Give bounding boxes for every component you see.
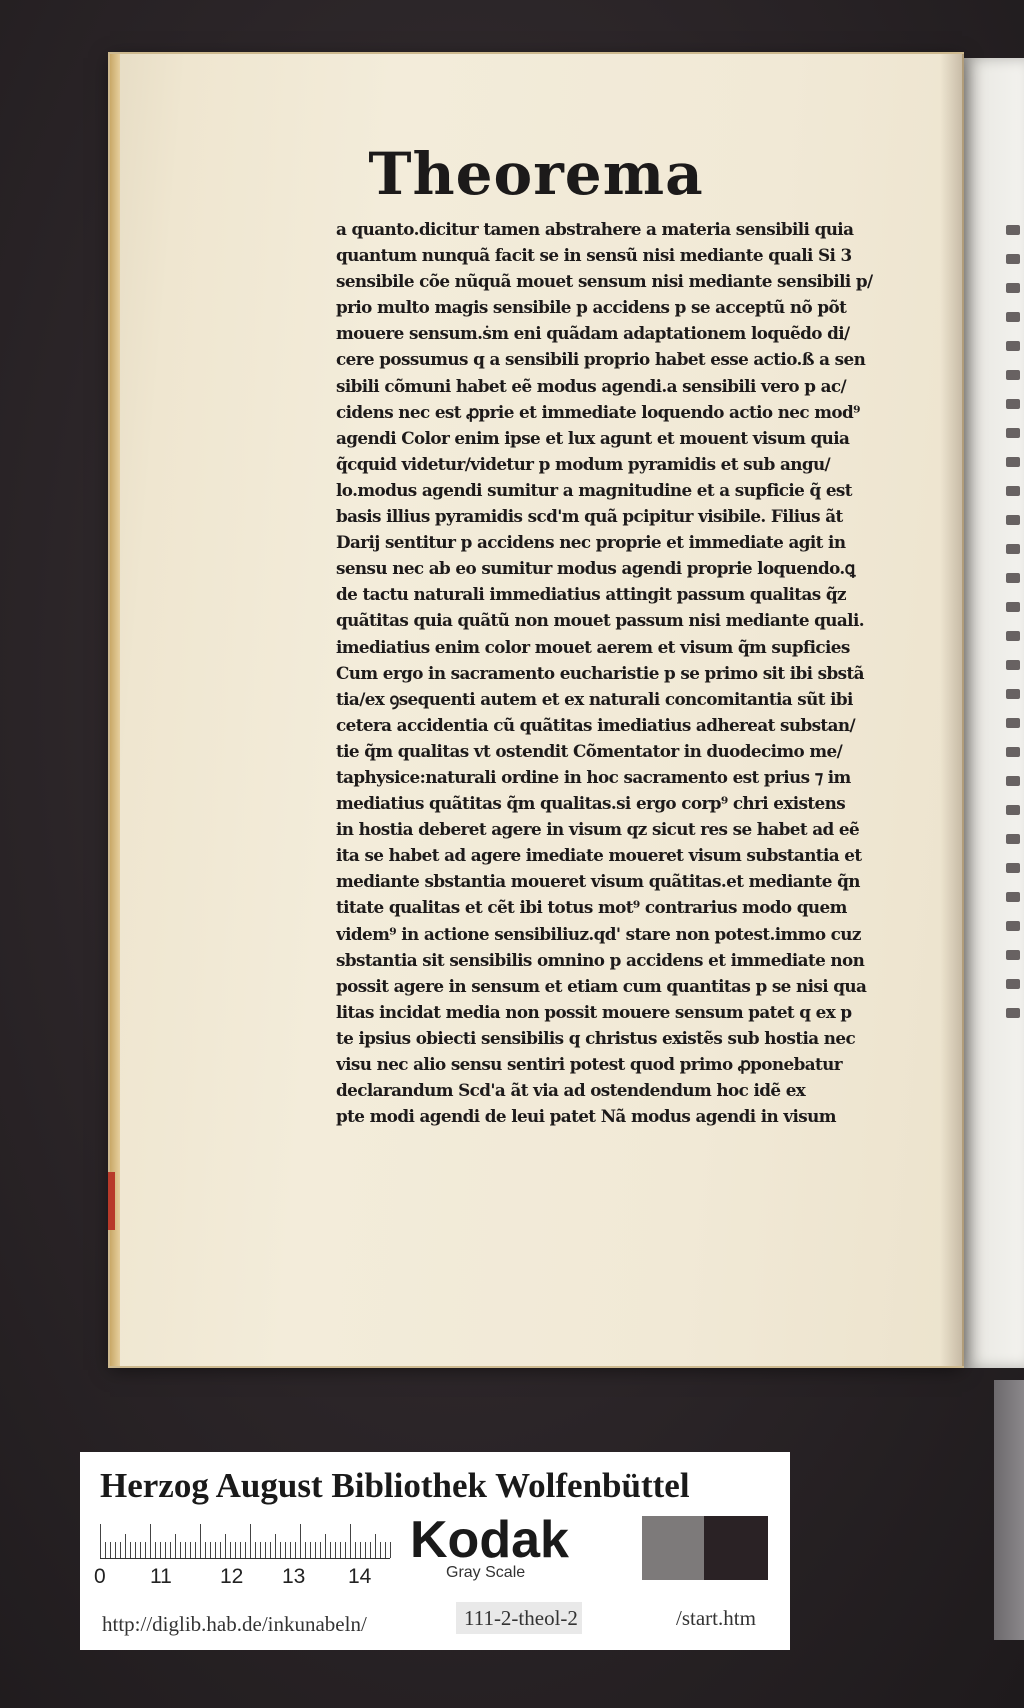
ruler-tick [290,1542,291,1558]
ruler-tick [185,1542,186,1558]
facing-text-fragment [1006,283,1020,293]
facing-text-fragment [1006,428,1020,438]
text-line: mediante sbstantia moueret visum quãtitas.et mediante q̃n [336,871,860,892]
facing-page-text-fragments [1006,225,1024,1037]
facing-text-fragment [1006,225,1020,235]
ruler-tick [120,1542,121,1558]
ruler-tick [230,1542,231,1558]
ruler-tick [245,1542,246,1558]
text-line: a quanto.dicitur tamen abstrahere a materia sensibili quia [336,219,854,239]
ruler-tick [280,1542,281,1558]
text-line: basis illius pyramidis scd'm quã pcipitur visibile. Filius ãt [336,506,843,527]
ruler-tick [195,1542,196,1558]
facing-text-fragment [1006,457,1020,467]
facing-text-fragment [1006,950,1020,960]
ruler-tick [250,1524,251,1558]
ruler-tick [380,1542,381,1558]
ruler-tick [235,1542,236,1558]
text-line: titate qualitas et cẽt ibi totus mot⁹ contrarius modo quem [336,897,847,918]
ruler-tick [140,1542,141,1558]
facing-text-fragment [1006,544,1020,554]
text-line: sensu nec ab eo sumitur modus agendi proprie loquendo.ꝗ [336,558,855,579]
ruler-tick [375,1534,376,1558]
body-text [336,216,920,1129]
ruler-tick [285,1542,286,1558]
facing-text-fragment [1006,892,1020,902]
text-line: Cum ergo in sacramento eucharistie p se primo sit ibi sbstã [336,662,864,683]
ruler-tick [135,1542,136,1558]
text-line: de tactu naturali immediatius attingit passum qualitas q̃z [336,584,846,605]
ruler-numbers [94,1565,454,1591]
ruler-tick [300,1524,301,1558]
ruler-tick [145,1542,146,1558]
ruler-tick [365,1542,366,1558]
ruler-tick [340,1542,341,1558]
kodak-logo: Kodak [410,1511,569,1569]
facing-text-fragment [1006,631,1020,641]
ruler-tick [310,1542,311,1558]
text-line: sibili cõmuni habet eẽ modus agendi.a sensibili vero p ac/ [336,375,847,396]
facing-text-fragment [1006,515,1020,525]
shelfmark-text: 111-2-theol-2 [464,1606,578,1630]
ruler-tick [125,1534,126,1558]
ruler-tick [370,1542,371,1558]
text-line: Darij sentitur p accidens nec proprie et immediate agit in [336,532,846,553]
ruler-tick [350,1524,351,1558]
ruler-tick [165,1542,166,1558]
facing-text-fragment [1006,863,1020,873]
facing-text-fragment [1006,747,1020,757]
text-line: agendi Color enim ipse et lux agunt et mouent visum quia [336,427,850,448]
ruler-tick [345,1542,346,1558]
gutter-shadow [940,54,964,1366]
facing-text-fragment [1006,689,1020,699]
facing-text-fragment [1006,776,1020,786]
ruler-tick [175,1534,176,1558]
text-line: visu nec alio sensu sentiri potest quod primo ꝓponebatur [336,1054,842,1074]
ruler-tick [130,1542,131,1558]
text-line: lo.modus agendi sumitur a magnitudine et a supficie q̃ est [336,479,852,500]
text-line: mediatius quãtitas q̃m qualitas.si ergo corp⁹ chri existens [336,793,846,814]
facing-text-fragment [1006,312,1020,322]
facing-text-fragment [1006,370,1020,380]
facing-text-fragment [1006,921,1020,931]
facing-text-fragment [1006,399,1020,409]
text-line: videm⁹ in actione sensibiliuz.qd' stare non potest.immo cuz [336,923,861,944]
facing-text-fragment [1006,602,1020,612]
ruler-tick [260,1542,261,1558]
text-line: sensibile cõe nũquã mouet sensum nisi mediante sensibili p/ [336,271,873,292]
ruler-tick [170,1542,171,1558]
ruler-tick [360,1542,361,1558]
ruler-tick [215,1542,216,1558]
ruler-tick [385,1542,386,1558]
text-line: declarandum Scd'a ãt via ad ostendendum hoc idẽ ex [336,1080,806,1101]
ruler-tick [115,1542,116,1558]
url-text: http://diglib.hab.de/inkunabeln/ [102,1612,367,1636]
ruler-tick [225,1534,226,1558]
text-line: pte modi agendi de leui patet Nã modus agendi in visum [336,1106,836,1127]
facing-text-fragment [1006,1008,1020,1018]
gray-swatch-dark [704,1516,768,1580]
ruler-tick [180,1542,181,1558]
ruler-tick [330,1542,331,1558]
text-line: q̃cquid videtur/videtur p modum pyramidis et sub angu/ [336,453,831,474]
ruler-tick [305,1542,306,1558]
ruler-tick [355,1542,356,1558]
ruler-tick [315,1542,316,1558]
ruler-tick [220,1542,221,1558]
bookmark-tab [108,1172,115,1230]
ruler-tick [150,1524,151,1558]
ruler-tick [155,1542,156,1558]
ruler-tick [105,1542,106,1558]
gray-swatch-mid [642,1516,704,1580]
institution-name: Herzog August Bibliothek Wolfenbüttel [100,1466,690,1505]
scan-target-card [80,1452,790,1650]
ruler-tick [100,1524,101,1558]
text-line: ita se habet ad agere imediate moueret visum substantia et [336,845,862,866]
ruler-number: 11 [150,1565,172,1588]
text-line: te ipsius obiecti sensibilis q christus existẽs sub hostia nec [336,1027,856,1048]
measurement-ruler [100,1520,390,1559]
text-line: mouere sensum.ṡm eni quãdam adaptationem loquẽdo di/ [336,323,850,344]
text-line: tie q̃m qualitas vt ostendit Cõmentator in duodecimo me/ [336,740,843,761]
ruler-tick [240,1542,241,1558]
ruler-tick [255,1542,256,1558]
facing-text-fragment [1006,979,1020,989]
ruler-tick [335,1542,336,1558]
ruler-tick [320,1542,321,1558]
text-line: possit agere in sensum et etiam cum quantitas p se nisi qua [336,975,867,996]
text-line: cidens nec est ꝓprie et immediate loquendo actio nec mod⁹ [336,401,860,422]
gray-scale-label: Gray Scale [446,1564,526,1581]
facing-text-fragment [1006,341,1020,351]
text-line: imediatius enim color mouet aerem et visum q̃m supficies [336,636,850,657]
facing-text-fragment [1006,660,1020,670]
ruler-tick [295,1542,296,1558]
text-line: cetera accidentia cũ quãtitas imediatius adhereat substan/ [336,714,855,735]
url-suffix: /start.htm [676,1606,756,1630]
ruler-tick [390,1542,391,1558]
text-line: in hostia deberet agere in visum qz sicut res se habet ad eẽ [336,819,860,840]
ruler-number: 12 [220,1565,244,1588]
text-line: prio multo magis sensibile p accidens p se acceptũ nõ põt [336,297,847,318]
facing-text-fragment [1006,573,1020,583]
ruler-tick [275,1534,276,1558]
ruler-tick [205,1542,206,1558]
facing-text-fragment [1006,805,1020,815]
text-line: quãtitas quia quãtũ non mouet passum nisi mediante quali. [336,610,864,631]
ruler-tick [110,1542,111,1558]
facing-text-fragment [1006,254,1020,264]
ruler-number: 14 [348,1565,372,1588]
ruler-tick [270,1542,271,1558]
page-edge [110,54,120,1366]
ruler-number: 13 [282,1565,306,1588]
ruler-tick [265,1542,266,1558]
ruler-tick [200,1524,201,1558]
text-line: litas incidat media non possit mouere sensum patet q ex p [336,1001,852,1022]
text-line: tia/ex ꝯsequenti autem et ex naturali concomitantia sũt ibi [336,688,853,709]
ruler-tick [190,1542,191,1558]
text-line: quantum nunquã facit se in sensũ nisi mediante quali Si 3 [336,245,852,266]
color-strip-edge [994,1380,1024,1640]
facing-text-fragment [1006,718,1020,728]
ruler-number: 0 [94,1565,106,1588]
text-line: cere possumus q a sensibili proprio habet esse actio.ß a sen [336,349,866,370]
text-line: taphysice:naturali ordine in hoc sacramento est prius ⁊ im [336,766,851,787]
facing-text-fragment [1006,834,1020,844]
facing-text-fragment [1006,486,1020,496]
page-heading: Theorema [368,140,704,208]
ruler-tick [210,1542,211,1558]
text-line: sbstantia sit sensibilis omnino p accidens et immediate non [336,949,865,970]
ruler-tick [160,1542,161,1558]
ruler-tick [325,1534,326,1558]
